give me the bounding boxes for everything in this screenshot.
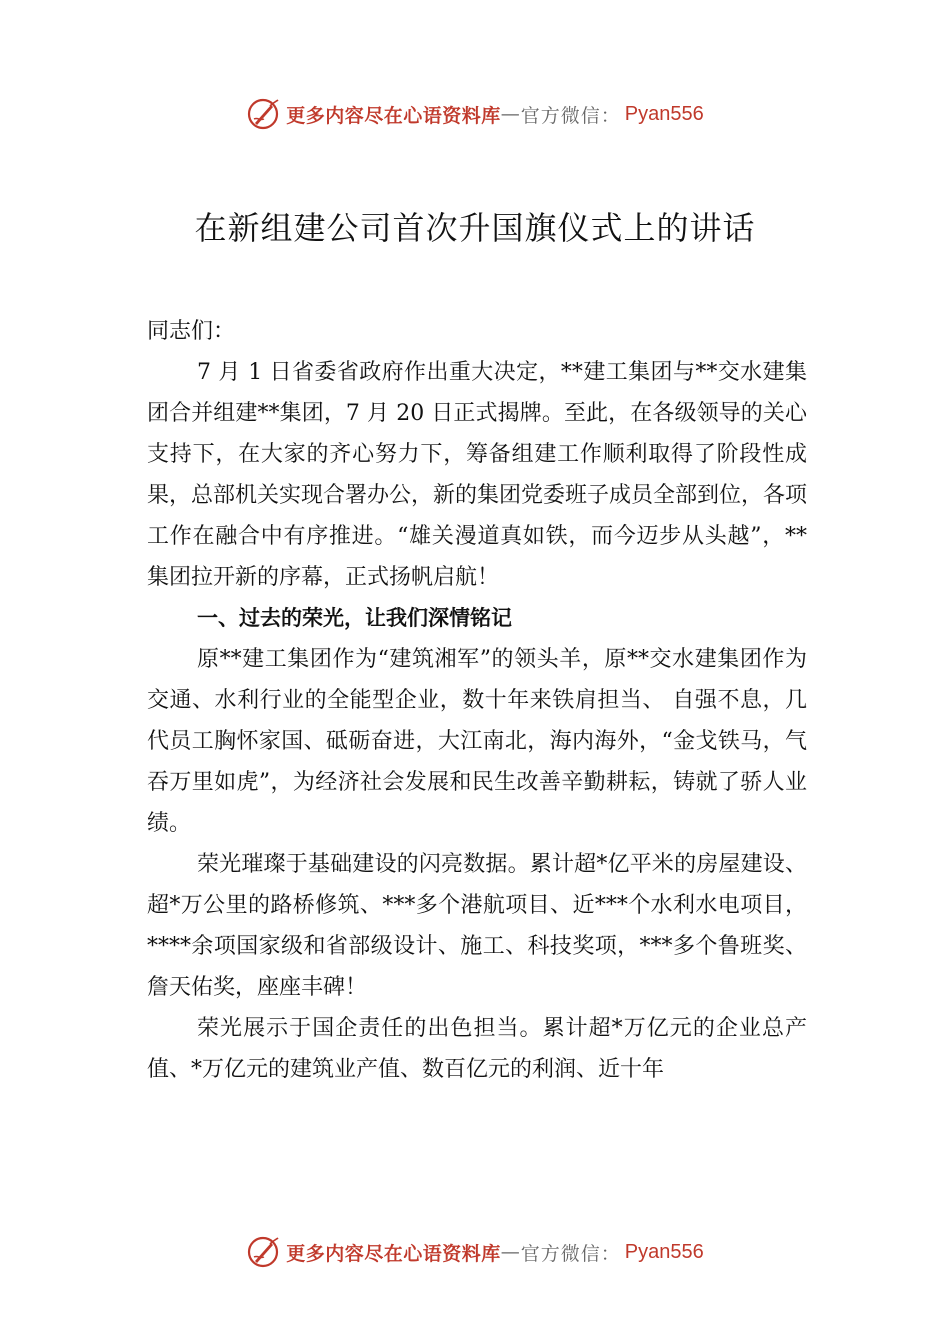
banner-brand-text: 更多内容尽在心语资料库 (286, 104, 501, 127)
banner-brand-text: 更多内容尽在心语资料库 (286, 1242, 501, 1265)
banner-wechat-id: Pyan556 (624, 1240, 704, 1263)
banner-dash: — (500, 1241, 521, 1263)
document-title: 在新组建公司首次升国旗仪式上的讲话 (194, 209, 756, 247)
paragraph: 荣光璀璨于基础建设的闪亮数据。累计超*亿平米的房屋建设、超*万公里的路桥修筑、***多个港航项目、近***个水利水电项目，****余项国家级和省部级设计、施工、科技奖项，***多个鲁班奖、詹天佑奖，座座丰碑！ (147, 852, 807, 1000)
salutation: 同志们： (147, 319, 236, 344)
paragraph: 荣光展示于国企责任的出色担当。累计超*万亿元的企业总产值、*万亿元的建筑业产值、数百亿元的利润、近十年 (147, 1016, 807, 1082)
banner-wechat-label: 官方微信： (520, 1242, 621, 1265)
banner-wechat-label: 官方微信： (520, 104, 621, 127)
section-heading: 一、过去的荣光，让我们深情铭记 (197, 606, 512, 630)
paragraph: 原**建工集团作为“建筑湘军”的领头羊，原**交水建集团作为交通、水利行业的全能型企业，数十年来铁肩担当、 自强不息，几代员工胸怀家国、砥砺奋进，大江南北，海内海外，“金戈铁马，气吞万里如虎”，为经济社会发展和民生改善辛勤耕耘，铸就了骄人业绩。 (147, 647, 807, 836)
quill-logo-icon (246, 1235, 280, 1269)
document-body (147, 311, 807, 1090)
quill-logo-icon (246, 97, 280, 131)
banner-wechat-id: Pyan556 (624, 102, 704, 125)
paragraph: 7 月 1 日省委省政府作出重大决定，**建工集团与**交水建集团合并组建**集团，7 月 20 日正式揭牌。至此，在各级领导的关心支持下，在大家的齐心努力下，筹备组建工作顺利取得了阶段性成果，总部机关实现合署办公，新的集团党委班子成员全部到位，各项工作在融合中有序推进。“雄关漫道真如铁，而今迈步从头越”，**集团拉开新的序幕，正式扬帆启航！ (147, 360, 808, 590)
banner-dash: — (500, 103, 521, 125)
footer-banner (0, 1232, 950, 1272)
header-banner (0, 94, 950, 134)
